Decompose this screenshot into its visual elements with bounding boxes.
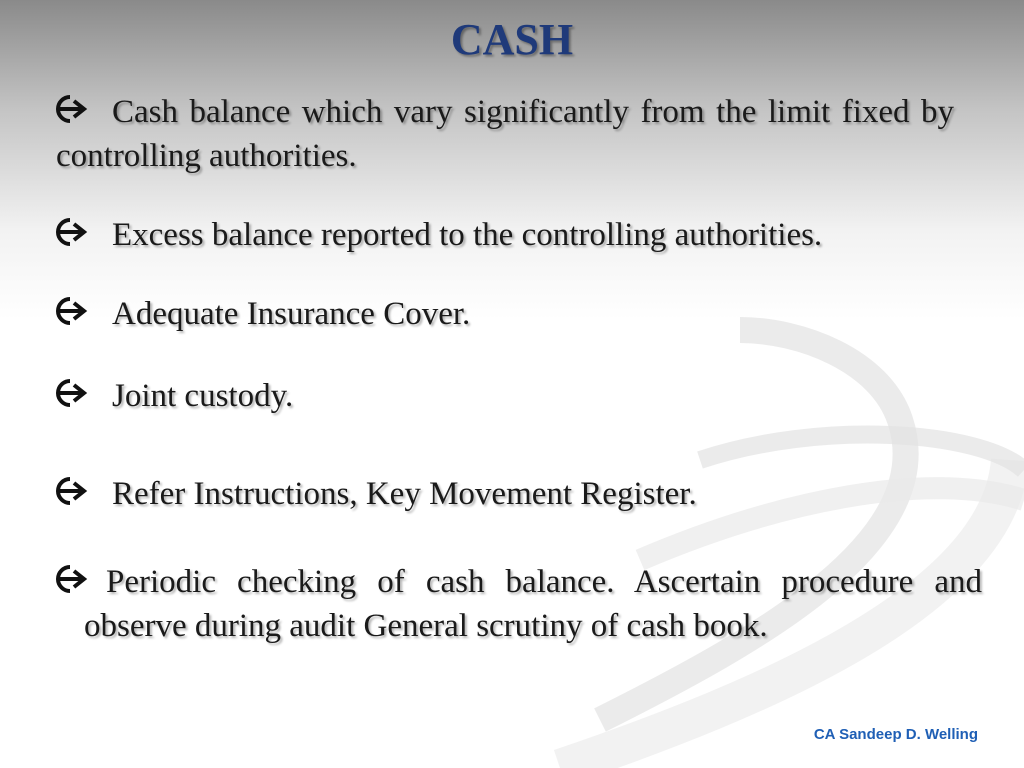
bullet-3: [56, 292, 954, 336]
bullet-5: [56, 472, 954, 516]
circled-right-arrow-icon: [56, 476, 112, 506]
bullet-5-text: Refer Instructions, Key Movement Register.: [112, 476, 697, 512]
bullet-2-text: Excess balance reported to the controlling authorities.: [112, 217, 823, 253]
bullet-6-text: Periodic checking of cash balance. Ascertain procedure and observe during audit General scrutiny of cash book.: [84, 564, 982, 644]
bullet-3-text: Adequate Insurance Cover.: [112, 296, 471, 332]
footer-author: CA Sandeep D. Welling: [813, 726, 978, 743]
circled-right-arrow-icon: [56, 296, 112, 326]
bullet-1-text: Cash balance which vary significantly from the limit fixed by controlling authorities.: [56, 94, 954, 174]
circled-right-arrow-icon: [56, 217, 112, 247]
bullet-1: [56, 90, 954, 178]
bullet-4: [56, 374, 954, 418]
circled-right-arrow-icon: [56, 564, 106, 594]
circled-right-arrow-icon: [56, 378, 112, 408]
bullet-2: [56, 213, 954, 257]
bullet-4-text: Joint custody.: [112, 378, 294, 414]
circled-right-arrow-icon: [56, 94, 112, 124]
slide-title: CASH: [450, 15, 574, 64]
bullet-6: [56, 560, 982, 648]
